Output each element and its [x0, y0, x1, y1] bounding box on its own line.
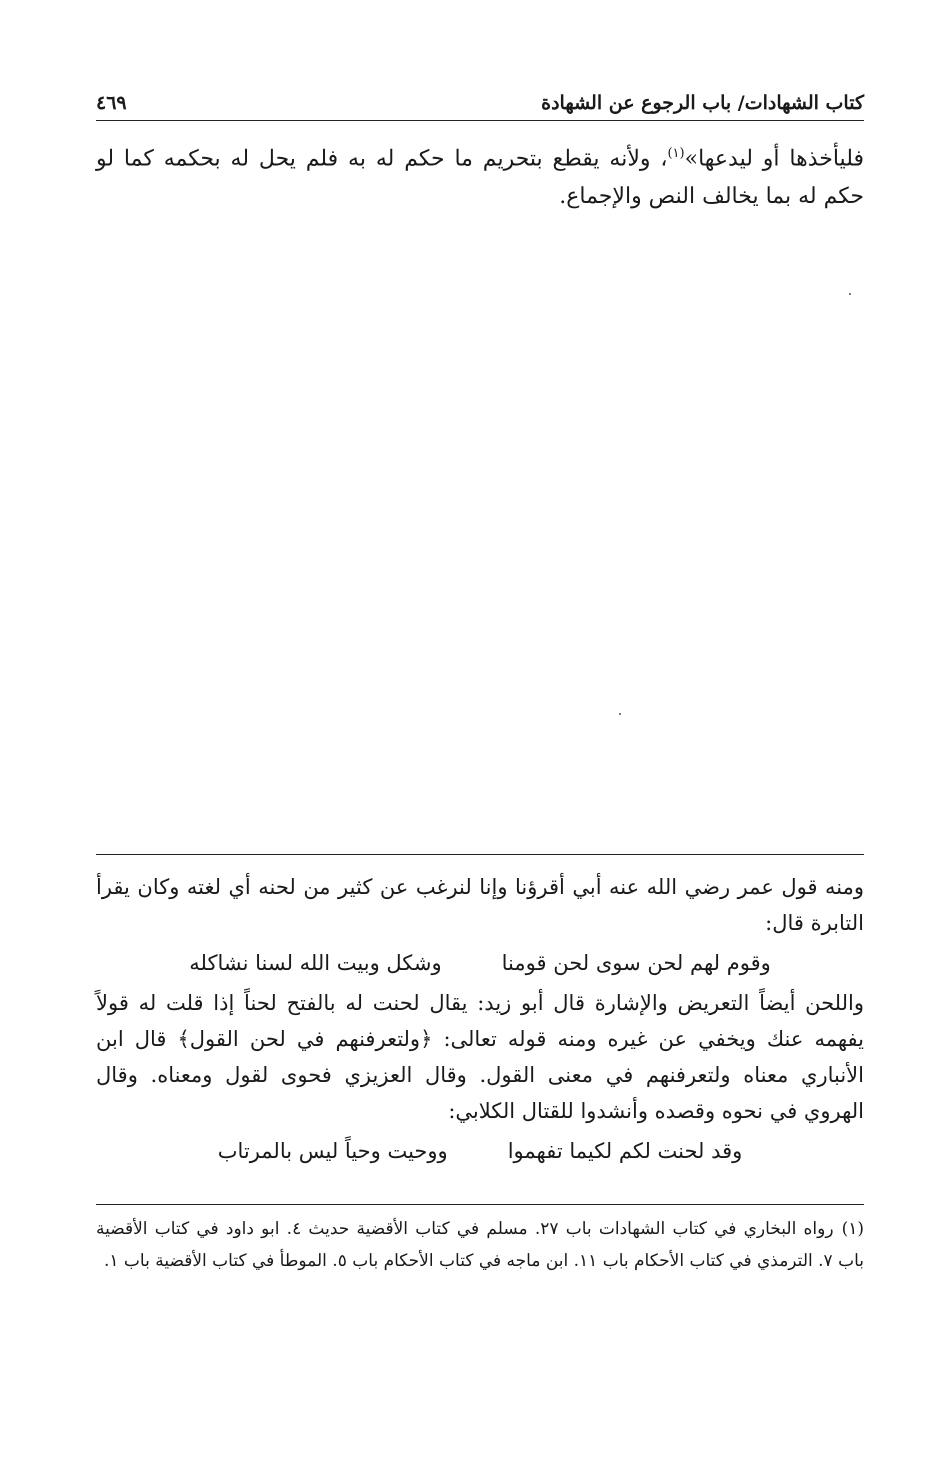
footnotes-divider [96, 1204, 864, 1205]
scan-speck [619, 713, 621, 715]
footnote-marker: (١) [841, 1219, 864, 1239]
book-page [96, 80, 864, 1271]
main-text [96, 135, 864, 216]
footnote-1 [96, 1213, 864, 1277]
main-paragraph [96, 135, 864, 216]
verse-1 [96, 941, 864, 985]
verse-2-first-hemistich: وقد لحنت لكم لكيما تفهموا [507, 1139, 743, 1163]
main-line-2: حكم له بما يخالف النص والإجماع. [559, 184, 864, 210]
footnote-text: رواه البخاري في كتاب الشهادات باب ٢٧. مسلم في كتاب الأقضية حديث ٤. ابو داود في كتاب الأقضية باب ٧. الترمذي في كتاب الأحكام باب ١١. ابن ماجه في كتاب الأحكام باب ٥. الموطأ في كتاب الأقضية باب ١. [96, 1219, 864, 1271]
footnote-reference: (١) [667, 146, 685, 161]
commentary-paragraph-1: ومنه قول عمر رضي الله عنه أبي أقرؤنا وإنا لنرغب عن كثير من لحنه أي لغته وكان يقرأ التابرة قال: [96, 875, 864, 935]
commentary-section [96, 854, 864, 1173]
commentary-text [96, 869, 864, 1173]
verse-1-second-hemistich: وشكل وبيت الله لسنا نشاكله [189, 951, 442, 975]
main-line-1-end: ، ولأنه يقطع بتحريم ما حكم له به فلم يحل له بحكمه كما لو [96, 146, 668, 172]
commentary-paragraph-2: واللحن أيضاً التعريض والإشارة قال أبو زيد: يقال لحنت له بالفتح لحناً إذا قلت له قولاً يفهمه عنك ويخفي عن غيره ومنه قوله تعالى: ﴿ولتعرفنهم في لحن القول﴾ قال ابن الأنباري معناه ولتعرفنهم في معنى القول. وقال العزيزي فحوى لقول ومعناه. وقال الهروي في نحوه وقصده وأنشدوا للقتال الكلابي: [96, 991, 864, 1123]
page-number: ٤٦٩ [96, 92, 127, 114]
verse-2-second-hemistich: ووحيت وحياً ليس بالمرتاب [217, 1139, 448, 1163]
running-head-title: كتاب الشهادات/ باب الرجوع عن الشهادة [541, 92, 864, 114]
scan-speck [849, 293, 851, 295]
commentary-divider [96, 854, 864, 855]
footnotes-section [96, 1204, 864, 1277]
verse-1-first-hemistich: وقوم لهم لحن سوى لحن قومنا [501, 951, 771, 975]
verse-2 [96, 1129, 864, 1173]
main-line-1-start: فليأخذها أو ليدعها» [684, 146, 864, 172]
running-head [96, 80, 864, 121]
